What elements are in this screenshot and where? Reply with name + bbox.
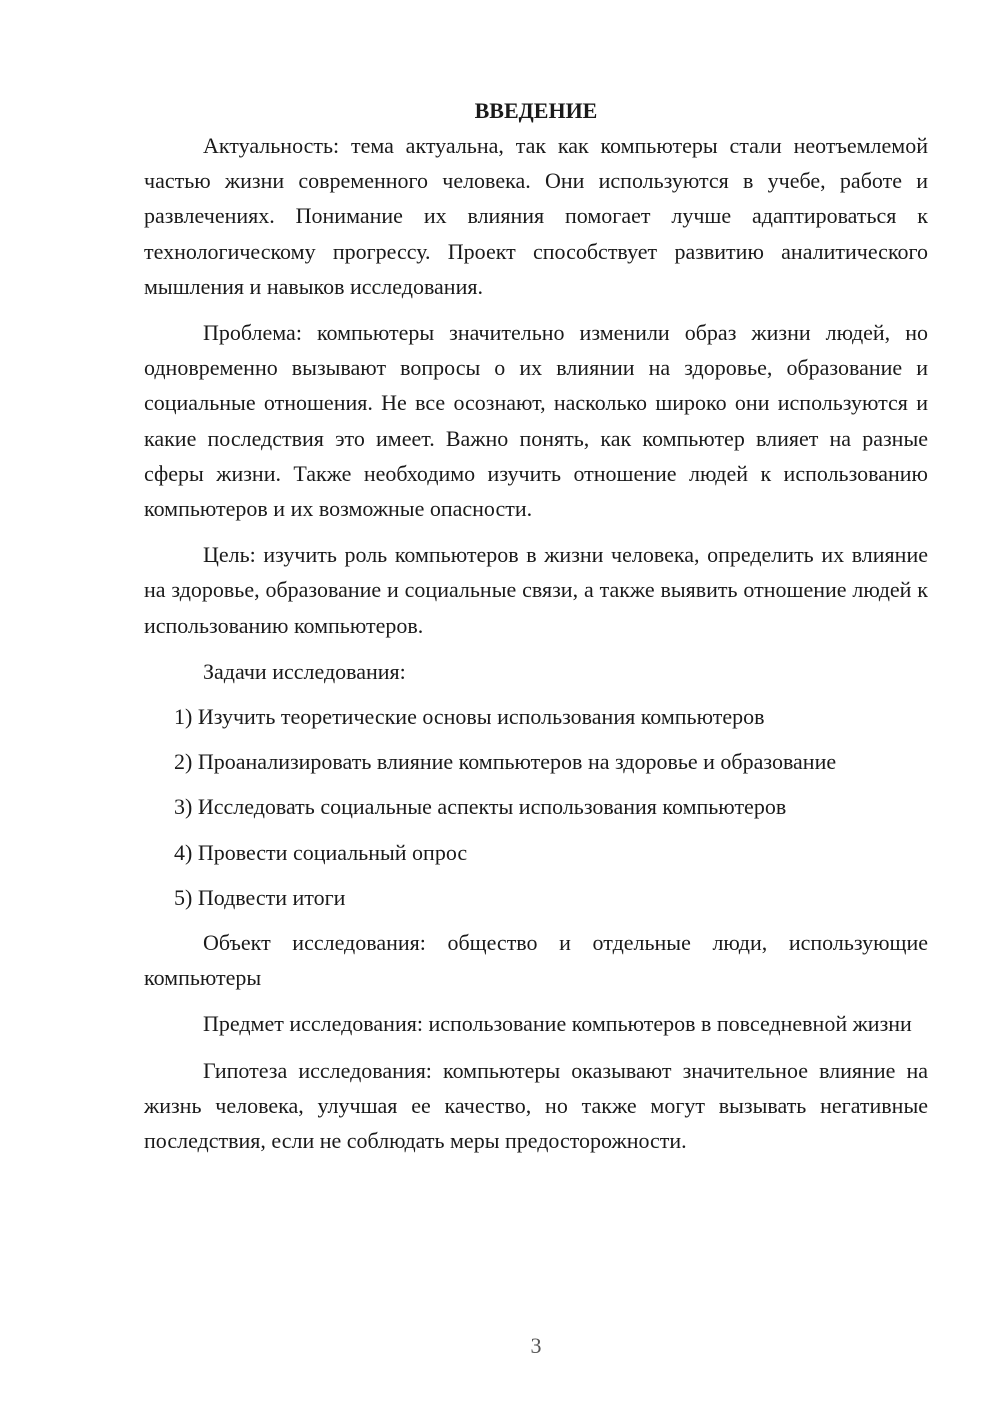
task-item: 2) Проанализировать влияние компьютеров на здоровье и образование bbox=[174, 749, 837, 775]
goal-paragraph: Цель: изучить роль компьютеров в жизни человека, определить их влияние на здоровье, образование и социальные связи, а также выявить отношение людей к использованию компьютеров. bbox=[144, 542, 928, 638]
page-content bbox=[144, 93, 928, 1158]
task-item: 1) Изучить теоретические основы использования компьютеров bbox=[174, 704, 765, 730]
problem-paragraph: Проблема: компьютеры значительно изменили образ жизни людей, но одновременно вызывают вопросы о их влиянии на здоровье, образование и социальные отношения. Не все осознают, насколько широко они используются и какие последствия это имеет. Важно понять, как компьютер влияет на разные сферы жизни. Также необходимо изучить отношение людей к использованию компьютеров и их возможные опасности. bbox=[144, 320, 928, 522]
task-item: 3) Исследовать социальные аспекты использования компьютеров bbox=[174, 794, 787, 820]
task-item: 5) Подвести итоги bbox=[174, 884, 346, 910]
tasks-title: Задачи исследования: bbox=[203, 658, 406, 684]
object-paragraph: Объект исследования: общество и отдельные люди, использующие компьютеры bbox=[144, 930, 928, 991]
subject-paragraph: Предмет исследования: использование компьютеров в повседневной жизни bbox=[203, 1011, 912, 1037]
hypothesis-paragraph: Гипотеза исследования: компьютеры оказывают значительное влияние на жизнь человека, улучшая ее качество, но также могут вызывать негативные последствия, если не соблюдать меры предосторожности. bbox=[144, 1057, 928, 1154]
task-item: 4) Провести социальный опрос bbox=[174, 839, 468, 865]
page-number: 3 bbox=[530, 1333, 542, 1358]
page-heading: ВВЕДЕНИЕ bbox=[474, 98, 598, 123]
relevance-paragraph: Актуальность: тема актуальна, так как компьютеры стали неотъемлемой частью жизни современного человека. Они используются в учебе, работе и развлечениях. Понимание их влияния помогает лучше адаптироваться к технологическому прогрессу. Проект способствует развитию аналитического мышления и навыков исследования. bbox=[144, 133, 928, 299]
